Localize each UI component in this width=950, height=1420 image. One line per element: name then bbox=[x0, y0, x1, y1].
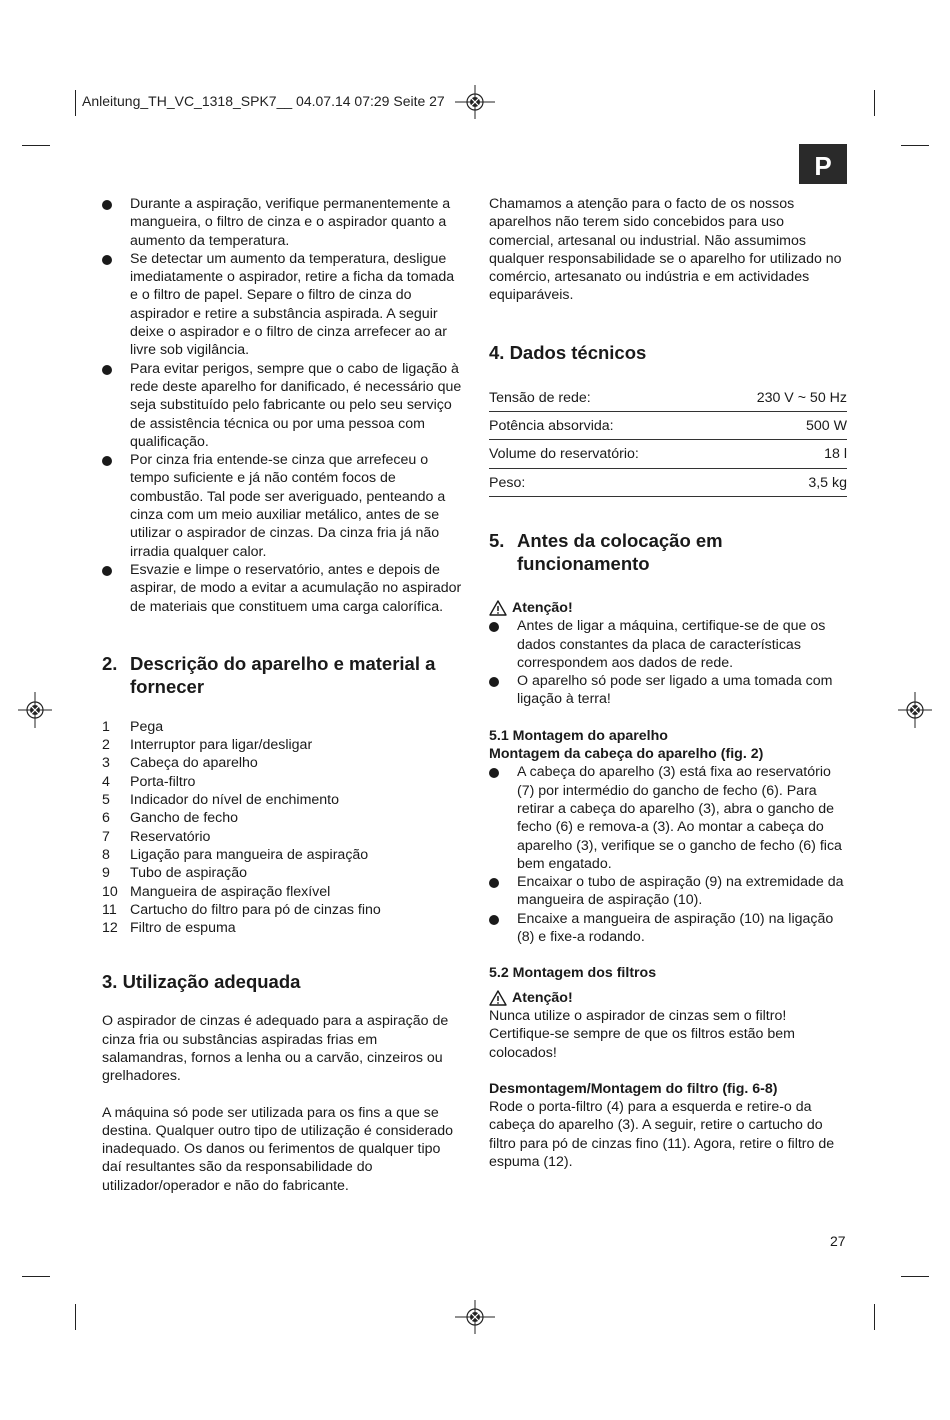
list-item: 12 Filtro de espuma bbox=[102, 920, 236, 937]
list-item: Esvazie e limpe o reservatório, antes e depois de aspirar, de modo a evitar a acumulação no aspirador de materiais que constituem uma carga calorífica. bbox=[102, 561, 464, 616]
section-2-heading: 2. Descrição do aparelho e material a fornecer bbox=[102, 652, 436, 697]
paragraph: Nunca utilize o aspirador de cinzas sem o filtro! Certifique-se sempre de que os filtros estão bem colocados! bbox=[489, 1007, 795, 1061]
list-item: 4 Porta-filtro bbox=[102, 773, 196, 790]
paragraph: Chamamos a atenção para o facto de os nossos aparelhos não terem sido concebidos para uso comercial, artesanal ou industrial. Não assumimos qualquer responsabilidade se o aparelho for utilizado no comércio, artesanato ou indústria e em actividades equiparáveis. bbox=[489, 196, 842, 304]
list-item: Por cinza fria entende-se cinza que arrefeceu o tempo suficiente e já não contém focos de combustão. Tal pode ser averiguado, penteando a cinza com um meio auxiliar metálico, antes de se utilizar o aspirador de cinzas. Da cinza fria já não irradia qualquer calor. bbox=[102, 451, 464, 561]
warning-triangle-icon bbox=[489, 600, 507, 616]
list-item: O aparelho só pode ser ligado a uma tomada com ligação à terra! bbox=[489, 672, 847, 709]
subsection-subheading: Desmontagem/Montagem do filtro (fig. 6-8) bbox=[489, 1080, 778, 1097]
subsection-heading: 5.1 Montagem do aparelho bbox=[489, 727, 668, 744]
right-column bbox=[489, 195, 847, 1171]
list-item: 9 Tubo de aspiração bbox=[102, 865, 247, 882]
language-badge: P bbox=[799, 144, 847, 184]
list-item: 8 Ligação para mangueira de aspiração bbox=[102, 846, 369, 863]
paragraph: O aspirador de cinzas é adequado para a aspiração de cinza fria ou substâncias aspiradas frias em salamandras, fornos a lenha ou a carvão, cinzeiros ou grelhadores. bbox=[102, 1013, 449, 1085]
registration-mark-right-icon bbox=[898, 692, 932, 728]
registration-mark-bottom-icon bbox=[455, 1300, 495, 1334]
subsection-heading: 5.2 Montagem dos filtros bbox=[489, 965, 657, 982]
paragraph: A máquina só pode ser utilizada para os fins a que se destina. Qualquer outro tipo de utilização é considerado inadequado. Os danos ou ferimentos de qualquer tipo daí resultantes são da responsabilidade do utilizador/operador e não do fabricante. bbox=[102, 1104, 453, 1194]
list-item: Se detectar um aumento da temperatura, desligue imediatamente o aspirador, retire a ficha da tomada e o filtro de papel. Separe o filtro de cinza do aspirador e retire a substância aspirada. A seguir deixe o aspirador e o filtro de cinza arrefecer ao ar livre sob vigilância. bbox=[102, 250, 464, 360]
list-item: 5 Indicador do nível de enchimento bbox=[102, 792, 340, 809]
table-row: Potência absorvida: 500 W bbox=[489, 412, 847, 440]
warning-triangle-icon bbox=[489, 990, 507, 1006]
registration-mark-left-icon bbox=[18, 692, 52, 728]
warning-label: Atenção! bbox=[489, 599, 847, 617]
list-item: Antes de ligar a máquina, certifique-se de que os dados constantes da placa de características correspondem aos dados de rede. bbox=[489, 617, 847, 672]
print-slug: Anleitung_TH_VC_1318_SPK7__ 04.07.14 07:29 Seite 27 bbox=[82, 93, 445, 109]
list-item: Encaixar o tubo de aspiração (9) na extremidade da mangueira de aspiração (10). bbox=[489, 873, 847, 910]
warning-label: Atenção! bbox=[489, 989, 847, 1007]
page-number: 27 bbox=[830, 1233, 846, 1249]
list-item: 6 Gancho de fecho bbox=[102, 810, 239, 827]
section-5-heading: 5. Antes da colocação em funcionamento bbox=[489, 529, 723, 574]
subsection-subheading: Montagem da cabeça do aparelho (fig. 2) bbox=[489, 746, 764, 763]
list-item: 1 Pega bbox=[102, 718, 164, 735]
list-item: Durante a aspiração, verifique permanentemente a mangueira, o filtro de cinza e o aspirador quanto a aumento da temperatura. bbox=[102, 195, 464, 250]
paragraph: Rode o porta-filtro (4) para a esquerda e retire-o da cabeça do aparelho (3). A seguir, retire o cartucho do filtro para pó de cinzas fino (11). Agora, retire o filtro de espuma (12). bbox=[489, 1099, 835, 1170]
list-item: Encaixe a mangueira de aspiração (10) na ligação (8) e fixe-a rodando. bbox=[489, 910, 847, 947]
section-3-heading: 3. Utilização adequada bbox=[102, 971, 301, 993]
list-item: 3 Cabeça do aparelho bbox=[102, 755, 258, 772]
table-row: Volume do reservatório: 18 l bbox=[489, 440, 847, 468]
list-item: A cabeça do aparelho (3) está fixa ao reservatório (7) por intermédio do gancho de fecho (6). Para retirar a cabeça do aparelho (3), abra o gancho de fecho (6) e remova-a (3). Ao montar a cabeça do aparelho (3), verifique se o gancho de fecho (6) fica bem engatado. bbox=[489, 763, 847, 873]
parts-list bbox=[102, 718, 464, 938]
list-item: Para evitar perigos, sempre que o cabo de ligação à rede deste aparelho for danificado, é necessário que seja substituído pelo fabricante ou pelo seu serviço de assistência técnica ou por uma pessoa com qualificação. bbox=[102, 360, 464, 451]
safety-bullets bbox=[102, 195, 464, 616]
list-item: 7 Reservatório bbox=[102, 828, 211, 845]
table-row: Peso: 3,5 kg bbox=[489, 468, 847, 496]
list-item: 10 Mangueira de aspiração flexível bbox=[102, 883, 331, 900]
list-item: 2 Interruptor para ligar/desligar bbox=[102, 737, 313, 754]
registration-mark-top-icon bbox=[455, 85, 495, 119]
left-column bbox=[102, 195, 464, 1195]
table-row: Tensão de rede: 230 V ~ 50 Hz bbox=[489, 384, 847, 412]
list-item: 11 Cartucho do filtro para pó de cinzas fino bbox=[102, 901, 381, 918]
section-4-heading: 4. Dados técnicos bbox=[489, 341, 647, 363]
tech-data-table bbox=[489, 384, 847, 497]
